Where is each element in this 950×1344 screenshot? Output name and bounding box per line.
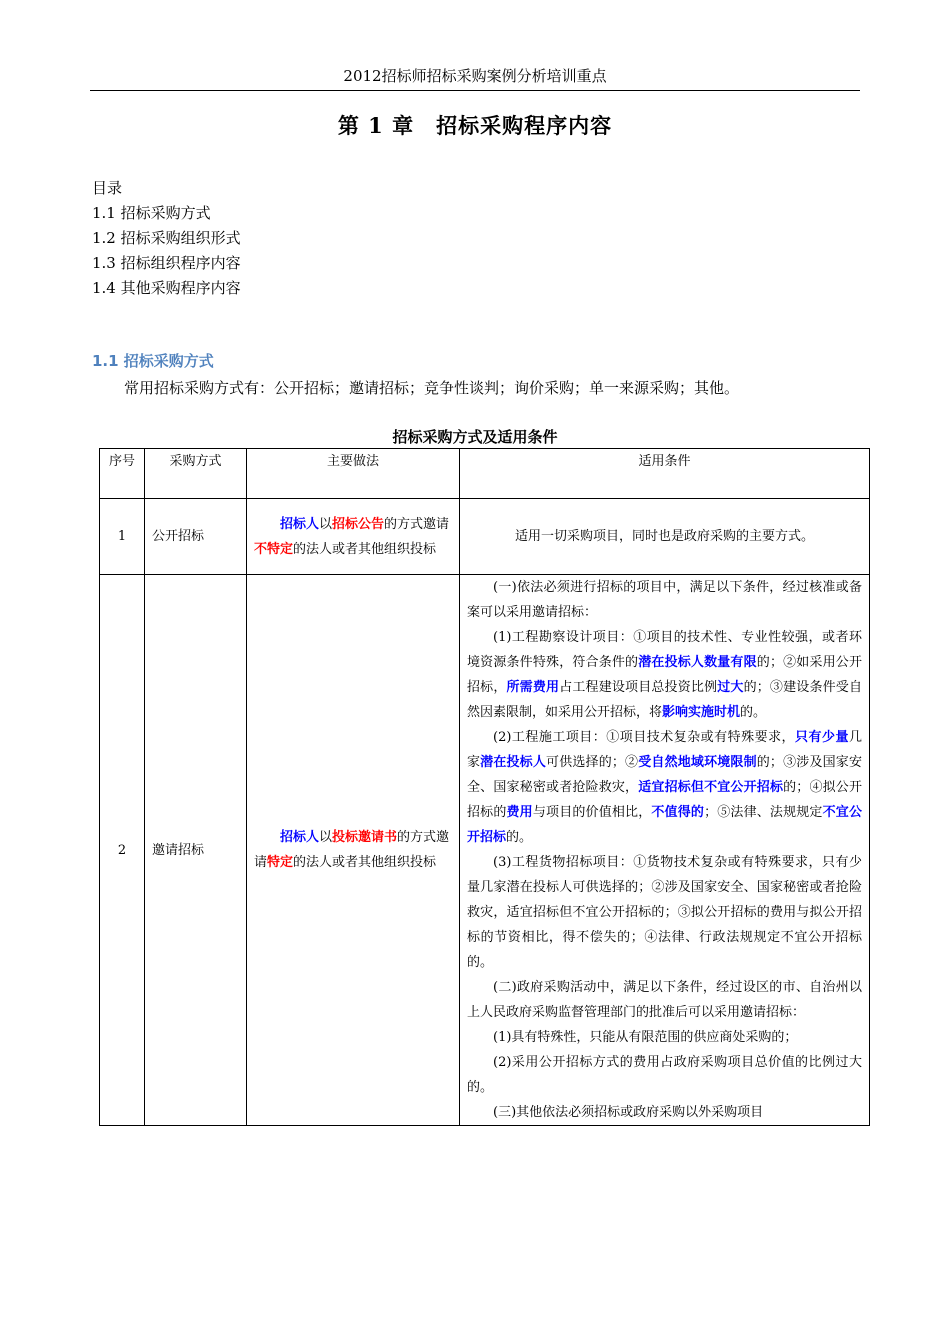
header-condition: 适用条件 [460, 449, 870, 499]
header-no: 序号 [100, 449, 145, 499]
condition-paragraph: (3)工程货物招标项目：①货物技术复杂或有特殊要求，只有少量几家潜在投标人可供选择的；②涉及国家安全、国家秘密或者抢险救灾，适宜招标但不宜公开招标的；③拟公开招标的费用与拟公开招标的节资相比，得不偿失的；④法律、行政法规规定不宜公开招标的。 [467, 855, 862, 970]
highlight-text: 投标邀请书 [332, 830, 398, 845]
row-practice: 招标人以招标公告的方式邀请不特定的法人或者其他组织投标 [247, 499, 460, 575]
header-practice: 主要做法 [247, 449, 460, 499]
section-heading: 1.1 招标采购方式 [92, 352, 214, 370]
condition-paragraph: (三)其他依法必须招标或政府采购以外采购项目 [493, 1105, 764, 1120]
row-condition: 适用一切采购项目，同时也是政府采购的主要方式。 [460, 499, 870, 575]
table-header-row [100, 449, 870, 499]
condition-paragraph: (1)工程勘察设计项目：①项目的技术性、专业性较强，或者环境资源条件特殊，符合条件的潜在投标人数量有限的；②如采用公开招标，所需费用占工程建设项目总投资比例过大的；③建设条件受自然因素限制，如采用公开招标，将影响实施时机的。 [467, 630, 862, 720]
toc-title: 目录 [92, 179, 123, 197]
row-condition [460, 575, 870, 1126]
condition-paragraph: (2)采用公开招标方式的费用占政府采购项目总价值的比例过大的。 [467, 1055, 862, 1095]
toc-item: 1.2 招标采购组织形式 [92, 229, 241, 247]
toc-item: 1.3 招标组织程序内容 [92, 254, 241, 272]
section-intro: 常用招标采购方式有：公开招标；邀请招标；竞争性谈判；询价采购；单一来源采购；其他。 [124, 379, 740, 397]
row-no: 1 [100, 499, 145, 575]
highlight-text: 特定 [267, 855, 294, 870]
procurement-methods-table [99, 448, 870, 1126]
toc-item: 1.1 招标采购方式 [92, 204, 211, 222]
highlight-text: 招标公告 [332, 516, 385, 532]
condition-paragraph: (一)依法必须进行招标的项目中，满足以下条件，经过核准或备案可以采用邀请招标： [467, 580, 862, 620]
table-caption: 招标采购方式及适用条件 [392, 428, 558, 446]
condition-paragraph: (二)政府采购活动中，满足以下条件，经过设区的市、自治州以上人民政府采购监督管理部门的批准后可以采用邀请招标： [467, 980, 862, 1020]
table-row [100, 575, 870, 1126]
row-method: 邀请招标 [145, 575, 247, 1126]
chapter-title: 第 1 章 招标采购程序内容 [337, 113, 613, 138]
header-method: 采购方式 [145, 449, 247, 499]
page-header: 2012招标师招标采购案例分析培训重点 [90, 62, 860, 91]
table-row [100, 499, 870, 575]
highlight-text: 招标人 [280, 516, 320, 532]
toc-item: 1.4 其他采购程序内容 [92, 279, 241, 297]
row-practice: 招标人以投标邀请书的方式邀请特定的法人或者其他组织投标 [247, 575, 460, 1126]
highlight-text: 不特定 [254, 541, 294, 557]
row-method: 公开招标 [145, 499, 247, 575]
row-no: 2 [100, 575, 145, 1126]
condition-paragraph: (2)工程施工项目：①项目技术复杂或有特殊要求，只有少量几家潜在投标人可供选择的；②受自然地域环境限制的；③涉及国家安全、国家秘密或者抢险救灾，适宜招标但不宜公开招标的；④拟公开招标的费用与项目的价值相比，不值得的；⑤法律、法规规定不宜公开招标的。 [467, 730, 862, 845]
highlight-text: 招标人 [280, 830, 320, 845]
condition-paragraph: (1)具有特殊性，只能从有限范围的供应商处采购的； [493, 1030, 798, 1045]
table-of-contents [92, 176, 241, 301]
